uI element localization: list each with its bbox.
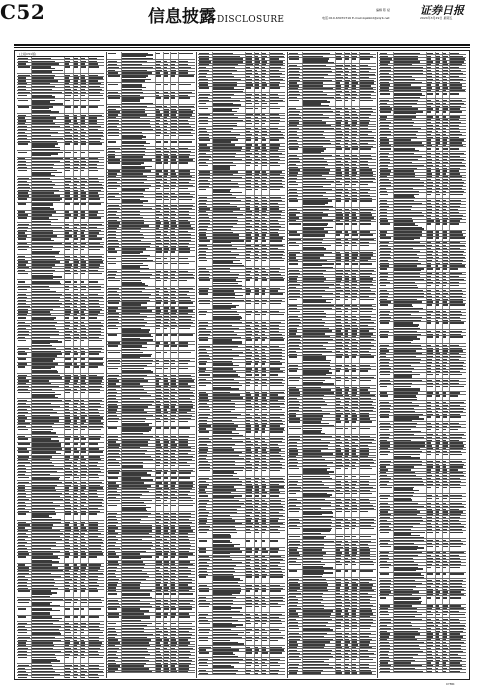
table-row — [17, 676, 104, 678]
table-row — [379, 670, 466, 673]
table-row — [288, 527, 375, 535]
table-row — [288, 244, 375, 251]
table-row — [198, 259, 285, 267]
table-row — [107, 334, 194, 342]
table-row — [379, 453, 466, 460]
table-row — [379, 223, 466, 231]
table-row — [107, 198, 194, 205]
table-row — [107, 262, 194, 270]
table-row — [288, 672, 375, 675]
table-row — [288, 222, 375, 230]
table-row — [17, 656, 104, 664]
table-row — [107, 83, 194, 91]
disclosure-table — [379, 52, 466, 678]
table-row — [379, 193, 466, 200]
table-row — [107, 140, 194, 147]
table-row — [288, 58, 375, 65]
table-row — [17, 106, 104, 114]
table-row — [107, 367, 194, 374]
table-row — [379, 385, 466, 392]
date-line: 2024年3月29日 星期五 — [420, 16, 453, 20]
table-row — [198, 639, 285, 646]
column-divider — [196, 52, 197, 678]
table-row — [198, 672, 285, 675]
disclosure-table — [288, 52, 375, 678]
table-row — [17, 272, 104, 280]
table-row — [17, 607, 104, 615]
table-row — [288, 148, 375, 155]
table-row — [288, 379, 375, 386]
table-row — [379, 573, 466, 580]
column-divider — [106, 52, 107, 678]
table-row — [288, 262, 375, 269]
table-row — [379, 416, 466, 423]
table-row — [198, 469, 285, 477]
table-row — [288, 421, 375, 428]
table-row — [198, 590, 285, 597]
table-row — [107, 327, 194, 334]
table-row — [379, 336, 466, 344]
table-row — [17, 248, 104, 255]
continuation-label: (上接C51版) — [19, 52, 37, 56]
table-row — [198, 279, 285, 287]
section-title-en: DISCLOSURE — [217, 15, 285, 25]
table-row — [17, 366, 104, 374]
section-title — [148, 2, 284, 27]
table-row — [198, 431, 285, 438]
table-row — [198, 302, 285, 310]
table-row — [198, 313, 285, 321]
section-title-zh: 信息披露 — [148, 7, 216, 27]
table-row — [17, 513, 104, 521]
table-row — [107, 351, 194, 359]
table-row — [198, 539, 285, 547]
newspaper-logo: 证券日报 — [420, 4, 464, 17]
table-row — [17, 143, 104, 151]
table-row — [17, 169, 104, 177]
table-row — [107, 504, 194, 512]
table-row — [17, 217, 104, 224]
table-row — [288, 563, 375, 570]
table-row — [379, 395, 466, 402]
table-row — [198, 652, 285, 659]
table-row — [17, 391, 104, 399]
table-row — [198, 339, 285, 346]
table-row — [198, 531, 285, 539]
table-row — [288, 570, 375, 578]
table-row — [107, 75, 194, 83]
masthead-rule-thin — [14, 47, 470, 48]
table-row — [107, 162, 194, 170]
table-row — [379, 566, 466, 573]
table-row — [17, 339, 104, 347]
table-row — [198, 164, 285, 171]
disclosure-table — [107, 52, 194, 678]
table-row — [107, 671, 194, 674]
table-row — [107, 616, 194, 623]
table-row — [107, 420, 194, 427]
page-number: C52 — [0, 0, 46, 24]
table-row — [379, 322, 466, 330]
table-row — [17, 556, 104, 564]
table-row — [288, 467, 375, 475]
disclosure-table — [17, 52, 104, 678]
table-row — [107, 52, 194, 60]
table-row — [288, 427, 375, 435]
table-row — [379, 596, 466, 604]
table-row — [379, 531, 466, 539]
table-row — [17, 590, 104, 598]
table-row — [379, 486, 466, 494]
editor-line: 编辑 陈 斌 — [376, 8, 390, 12]
table-row — [107, 345, 194, 352]
table-row — [288, 298, 375, 305]
disclosure-table — [198, 52, 285, 678]
table-row — [17, 66, 104, 74]
table-row — [17, 616, 104, 623]
column-divider — [287, 52, 288, 678]
table-row — [288, 370, 375, 377]
table-row — [17, 151, 104, 158]
table-row — [198, 107, 285, 114]
table-row — [198, 87, 285, 94]
table-row — [379, 92, 466, 99]
table-row — [198, 188, 285, 196]
table-row — [288, 510, 375, 518]
table-row — [198, 293, 285, 300]
table-row — [17, 601, 104, 608]
table-row — [107, 134, 194, 141]
table-row — [17, 203, 104, 211]
table-row — [198, 605, 285, 613]
table-row — [288, 200, 375, 208]
table-row — [379, 545, 466, 552]
table-row — [288, 356, 375, 364]
contact-line: 电话:010-63070716 E-mail:zqsbbld@zqrb.net — [322, 16, 390, 20]
table-row — [288, 492, 375, 499]
table-row — [17, 99, 104, 106]
table-row — [288, 99, 375, 107]
table-row — [198, 576, 285, 584]
table-row — [107, 279, 194, 287]
table-row — [107, 427, 194, 435]
table-row — [379, 373, 466, 380]
column-divider — [377, 52, 378, 678]
table-row — [107, 592, 194, 599]
table-row — [107, 97, 194, 105]
footer-page-code: CYMK — [446, 682, 455, 686]
table-row — [198, 384, 285, 391]
table-row — [198, 622, 285, 629]
table-row — [107, 251, 194, 258]
masthead-rule — [14, 44, 470, 46]
table-row — [379, 304, 466, 311]
table-row — [17, 428, 104, 435]
